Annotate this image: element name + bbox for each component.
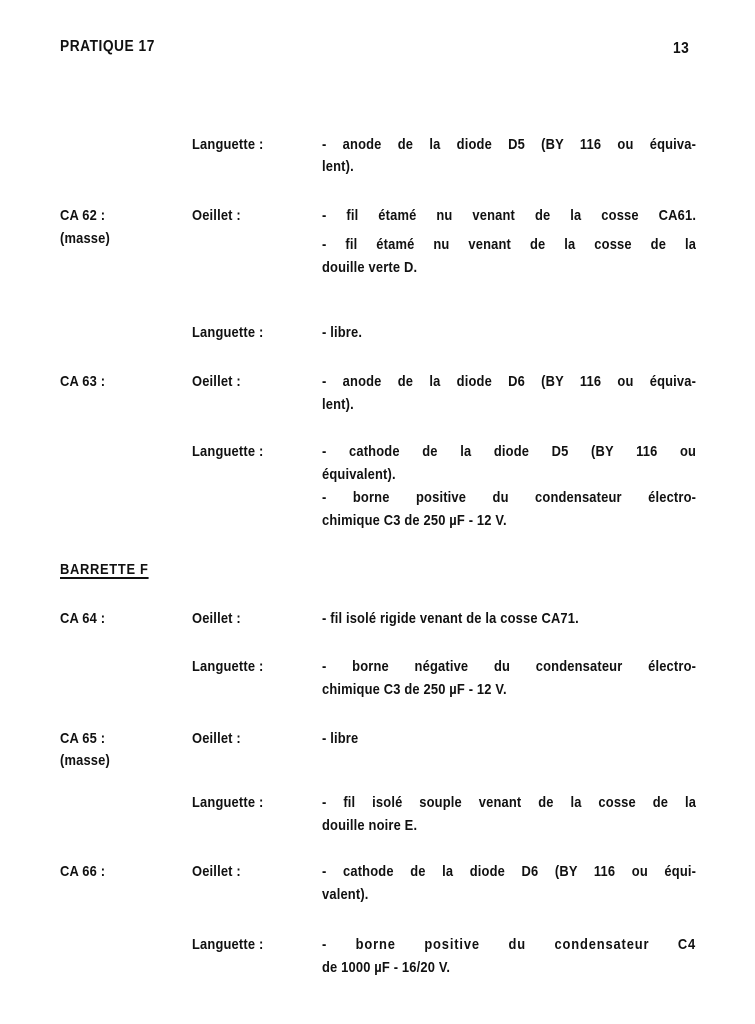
row-text-line: valent). <box>322 886 369 903</box>
row-text-line: lent). <box>322 158 354 175</box>
terminal-id: CA 65 : <box>60 730 106 747</box>
row-text-line: - borne négative du condensateur électro- <box>322 658 697 675</box>
row-text-line: - fil étamé nu venant de la cosse de la <box>322 236 697 253</box>
row-text-line: douille verte D. <box>322 259 418 276</box>
row-label: Oeillet : <box>192 610 241 627</box>
row-text-line: - fil isolé rigide venant de la cosse CA71. <box>322 610 579 627</box>
row-text-line: - cathode de la diode D5 (BY 116 ou <box>322 443 697 460</box>
row-label: Languette : <box>192 443 264 460</box>
row-label: Languette : <box>192 136 264 153</box>
row-label: Oeillet : <box>192 730 241 747</box>
row-label: Oeillet : <box>192 863 241 880</box>
section-heading: BARRETTE F <box>60 561 149 578</box>
row-text-line: lent). <box>322 396 354 413</box>
running-header-title: PRATIQUE 17 <box>60 38 155 55</box>
terminal-id: CA 62 : <box>60 207 106 224</box>
row-text-line: - anode de la diode D5 (BY 116 ou équiva- <box>322 136 697 153</box>
row-text-line: douille noire E. <box>322 817 418 834</box>
row-label: Languette : <box>192 324 264 341</box>
row-text-line: - libre <box>322 730 359 747</box>
row-text-line: - cathode de la diode D6 (BY 116 ou équi- <box>322 863 697 880</box>
row-label: Languette : <box>192 794 264 811</box>
terminal-note: (masse) <box>60 230 110 247</box>
terminal-id: CA 63 : <box>60 373 106 390</box>
row-text-line: - borne positive du condensateur C4 <box>322 936 697 953</box>
row-text-line: - anode de la diode D6 (BY 116 ou équiva- <box>322 373 697 390</box>
row-text-line: équivalent). <box>322 466 396 483</box>
page-number: 13 <box>673 40 690 57</box>
row-text-line: - fil étamé nu venant de la cosse CA61. <box>322 207 697 224</box>
terminal-id: CA 64 : <box>60 610 106 627</box>
row-text-line: - borne positive du condensateur électro- <box>322 489 697 506</box>
row-label: Languette : <box>192 658 264 675</box>
row-label: Oeillet : <box>192 207 241 224</box>
row-text-line: chimique C3 de 250 µF - 12 V. <box>322 681 507 698</box>
row-text-line: - fil isolé souple venant de la cosse de la <box>322 794 697 811</box>
row-label: Oeillet : <box>192 373 241 390</box>
row-text-line: chimique C3 de 250 µF - 12 V. <box>322 512 507 529</box>
row-text-line: de 1000 µF - 16/20 V. <box>322 959 451 976</box>
terminal-note: (masse) <box>60 752 110 769</box>
row-text-line: - libre. <box>322 324 363 341</box>
terminal-id: CA 66 : <box>60 863 106 880</box>
row-label: Languette : <box>192 936 264 953</box>
